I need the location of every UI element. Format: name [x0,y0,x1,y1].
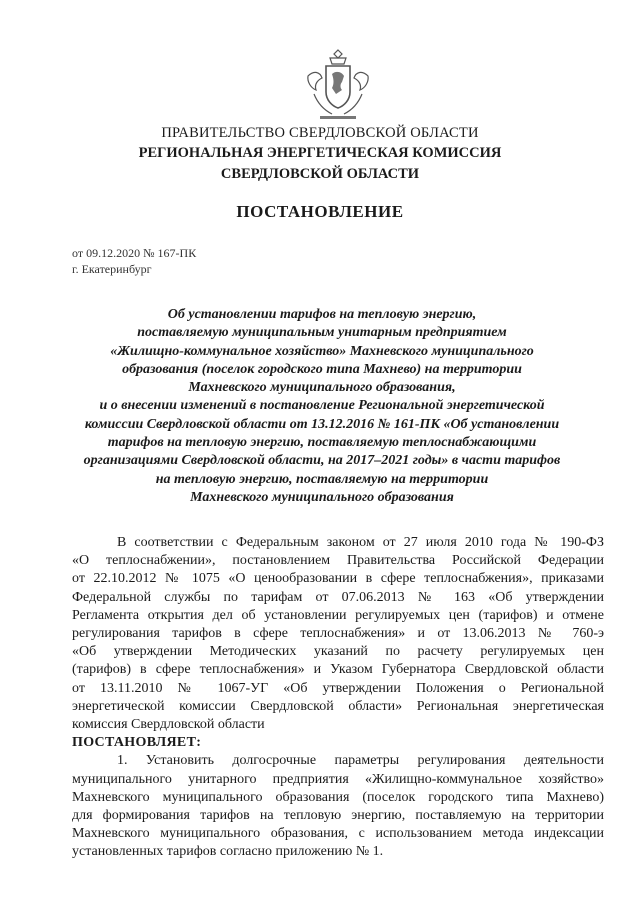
clause-line: муниципального унитарного предприятия «Жилищно-коммунальное хозяйство» [72,771,604,787]
preamble-line: Федеральной службы по тарифам от 07.06.2013 № 163 «Об утверждении [72,589,604,605]
document-city: г. Екатеринбург [72,262,152,276]
preamble-line: энергетической комиссии Свердловской области» Региональная энергетическая [72,698,604,714]
government-name: ПРАВИТЕЛЬСТВО СВЕРДЛОВСКОЙ ОБЛАСТИ [161,125,479,141]
document-subject [72,306,572,507]
subject-line: и о внесении изменений в постановление Региональной энергетической [99,398,545,414]
commission-name: РЕГИОНАЛЬНАЯ ЭНЕРГЕТИЧЕСКАЯ КОМИССИЯ [138,145,502,161]
clause-line: 1. Установить долгосрочные параметры регулирования деятельности [117,753,604,769]
preamble-line: «О теплоснабжении», постановлением Правительства Российской Федерации [72,553,604,569]
preamble-line: от 22.10.2012 № 1075 «О ценообразовании в сфере теплоснабжения», приказами [72,571,604,587]
subject-line: Об установлении тарифов на тепловую энергию, [167,307,477,322]
preamble-line: В соответствии с Федеральным законом от 27 июля 2010 года № 190-ФЗ [117,535,604,550]
coat-of-arms-emblem [300,46,376,124]
clause-line: Махневского муниципального образования (поселок городского типа Махнево) [72,789,604,805]
preamble-line: «Об утверждении Методических указаний по расчету регулируемых цен [72,644,604,660]
subject-line: организациями Свердловской области, на 2017–2021 годы» в части тарифов [83,453,561,469]
clause-line: установленных тарифов согласно приложению № 1. [72,844,384,860]
subject-line: Махневского муниципального образования, [188,380,456,396]
subject-line: образования (поселок городского типа Махнево) на территории [122,361,522,377]
document-type: ПОСТАНОВЛЕНИЕ [236,202,404,221]
subject-line: Махневского муниципального образования [190,489,454,505]
subject-line: поставляемую муниципальным унитарным предприятием [137,325,507,341]
preamble-line: от 13.11.2010 № 1067-УГ «Об утверждении Положения о Региональной [72,680,604,696]
resolve-heading: ПОСТАНОВЛЯЕТ: [72,735,202,751]
clause-line: Махневского муниципального образования, с использованием метода индексации [72,826,604,842]
preamble-line: регулирования тарифов в сфере теплоснабжения» и от 13.06.2013 № 760-э [72,626,604,642]
document-body [72,534,604,862]
subject-line: на тепловую энергию, поставляемую на территории [155,471,489,487]
preamble-line: комиссия Свердловской области [72,717,265,733]
preamble-line: (тарифов) в сфере теплоснабжения» и Указом Губернатора Свердловской области [72,662,604,678]
subject-line: комиссии Свердловской области от 13.12.2016 № 161-ПК «Об установлении [84,416,560,432]
clause-line: для формирования тарифов на тепловую энергию, поставляемую на территории [72,808,604,824]
subject-line: «Жилищно-коммунальное хозяйство» Махневского муниципального [110,343,534,359]
document-date-number: от 09.12.2020 № 167-ПК [72,246,197,260]
subject-line: тарифов на тепловую энергию, поставляемую теплоснабжающими [107,435,537,451]
preamble-line: Регламента открытия дел об установлении регулируемых цен (тарифов) и отмене [72,607,604,623]
region-name: СВЕРДЛОВСКОЙ ОБЛАСТИ [220,166,420,182]
